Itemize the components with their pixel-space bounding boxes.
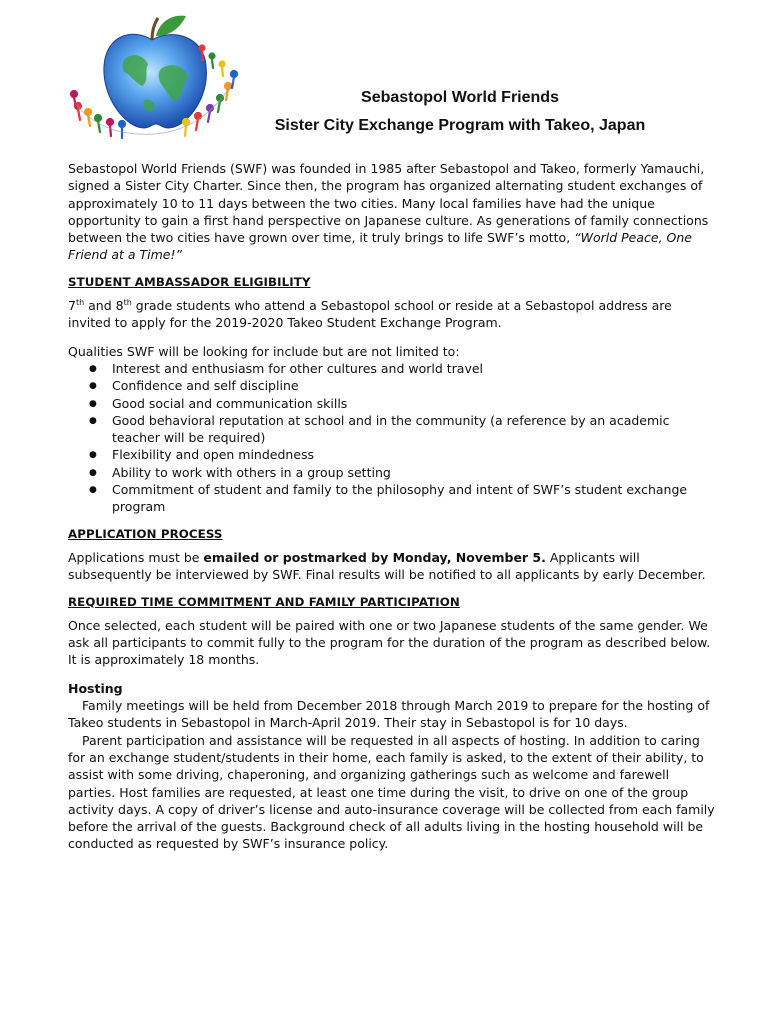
eligibility-paragraph xyxy=(68,297,718,332)
motto-text: “World Peace, One Friend at a Time!” xyxy=(68,230,692,263)
list-item: ● Flexibility and open mindedness xyxy=(112,446,718,463)
title-block xyxy=(210,86,710,138)
document-body xyxy=(68,160,718,853)
page-subtitle: Sister City Exchange Program with Takeo, Japan xyxy=(274,117,646,134)
list-item: ● Good social and communication skills xyxy=(112,395,718,412)
list-item: ● Commitment of student and family to the philosophy and intent of SWF’s student exchange program xyxy=(112,481,718,516)
hosting-paragraph-1: Family meetings will be held from December 2018 through March 2019 to prepare for the hosting of Takeo students in Sebastopol in March-April 2019. Their stay in Sebastopol is for 10 days. xyxy=(68,698,710,731)
list-item: ● Interest and enthusiasm for other cultures and world travel xyxy=(112,360,718,377)
application-paragraph xyxy=(68,549,718,584)
commitment-paragraph: Once selected, each student will be paired with one or two Japanese students of the same gender. We ask all participants to commit fully to the program for the duration of the program as described below. It is approximately 18 months. xyxy=(68,617,711,668)
page-title: Sebastopol World Friends xyxy=(361,89,559,106)
hosting-paragraph-2: Parent participation and assistance will be requested in all aspects of hosting. In addition to caring for an exchange student/students in their home, each family is asked, to the extent of their ability, to assist with some driving, chaperoning, and organizing gatherings such as welcome and farewell parties. Host families are requested, at least one time during the visit, to drive on one of the group activity days. A copy of driver’s license and auto-insurance coverage will be collected from each family before the arrival of the guests. Background check of all adults living in the hosting household will be conducted as requested by SWF’s insurance policy. xyxy=(68,732,715,852)
application-deadline: emailed or postmarked by Monday, November 5. xyxy=(203,549,546,565)
intro-text: Sebastopol World Friends (SWF) was founded in 1985 after Sebastopol and Takeo, formerly Yamauchi, signed a Sister City Charter. Since then, the program has organized alternating student exchanges of approximately 10 to 11 days between the two cities. Many local families have had the unique opportunity to gain a first hand perspective on Japanese culture. As generations of family connections between the two cities have grown over time, it truly brings to life SWF’s motto, xyxy=(68,161,709,246)
list-item: ● Confidence and self discipline xyxy=(112,377,718,394)
ordinal-suffix-2: th xyxy=(123,297,132,307)
application-pre: Applications must be xyxy=(68,549,204,565)
application-post: Applicants will subsequently be interviewed by SWF. Final results will be notified to all applicants by early December. xyxy=(68,549,706,583)
hosting-heading: Hosting xyxy=(68,680,123,696)
list-item: ● Ability to work with others in a group setting xyxy=(112,464,718,481)
intro-paragraph xyxy=(68,160,718,264)
eligibility-text: grade students who attend a Sebastopol school or reside at a Sebastopol address are invited to apply for the 2019-2020 Takeo Student Exchange Program. xyxy=(68,298,672,331)
grade-8: and 8 xyxy=(84,298,124,314)
qualities-list xyxy=(68,360,718,516)
ordinal-suffix-1: th xyxy=(75,297,85,307)
commitment-heading: REQUIRED TIME COMMITMENT AND FAMILY PARTICIPATION xyxy=(68,594,460,609)
application-heading: APPLICATION PROCESS xyxy=(68,526,223,541)
qualities-intro: Qualities SWF will be looking for include but are not limited to: xyxy=(68,343,460,359)
grade-7: 7 xyxy=(68,298,76,314)
list-item: ● Good behavioral reputation at school and in the community (a reference by an academic teacher will be required) xyxy=(112,412,718,447)
eligibility-heading: STUDENT AMBASSADOR ELIGIBILITY xyxy=(68,274,311,289)
